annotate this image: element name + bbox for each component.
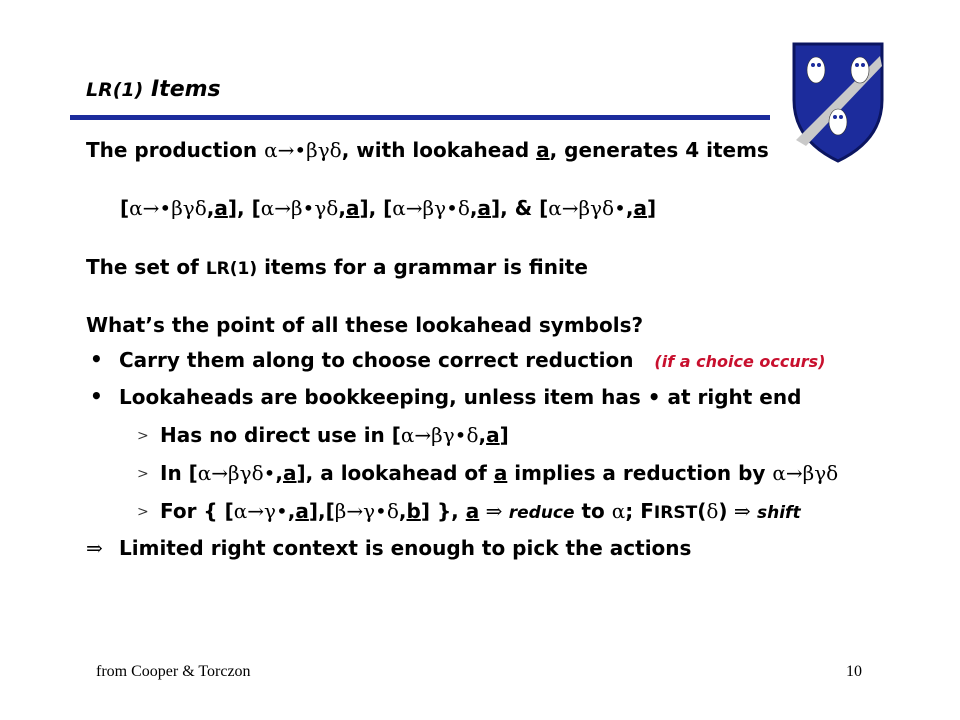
title-text: Items [151, 77, 221, 102]
comma: , [469, 196, 478, 220]
title-rule [70, 115, 770, 120]
lookahead-symbol: a [465, 499, 480, 523]
bracket: [ [120, 196, 130, 220]
separator: ] }, [420, 499, 466, 523]
alpha-symbol: α [611, 499, 626, 523]
text-segment: to [574, 499, 612, 523]
bracket: ] [499, 423, 509, 447]
implies-arrow: ⇒ [727, 499, 757, 523]
comma: , [275, 461, 284, 485]
bullet-marker: • [90, 384, 103, 408]
implies-arrow: ⇒ [479, 499, 509, 523]
sub-bullet-marker: > [137, 428, 149, 444]
comma: , [206, 196, 215, 220]
item-expr: α→β•γδ [260, 196, 339, 220]
lookahead-symbol: a [477, 196, 492, 220]
first-label: IRST [653, 503, 698, 523]
lookahead-symbol: a [486, 423, 500, 447]
separator: ], [ [359, 196, 393, 220]
items-line [120, 196, 656, 220]
first-label: F [640, 499, 654, 523]
implies-icon: ⇒ [86, 536, 103, 560]
bullet-item [119, 348, 825, 372]
lookahead-symbol: a [633, 196, 648, 220]
text-segment: The production [86, 138, 265, 162]
sub-bullet-marker: > [137, 504, 149, 520]
production-expr: α→βγδ [772, 461, 839, 485]
production-expr: α→•βγδ [264, 138, 342, 162]
production-line [86, 138, 769, 162]
lookahead-symbol: a [295, 499, 309, 523]
footer-credit: from Cooper & Torczon [96, 663, 251, 680]
lookahead-symbol: a [493, 461, 508, 485]
item-expr: α→βγ•δ [400, 423, 479, 447]
comma: , [478, 423, 487, 447]
text-segment: items for a grammar is finite [257, 255, 588, 279]
text-segment: implies a reduction by [507, 461, 773, 485]
slide-title [86, 77, 221, 102]
bullet-marker: • [90, 347, 103, 371]
sub-item [160, 423, 509, 447]
bullet-note: (if a choice occurs) [654, 352, 826, 371]
separator: ],[ [308, 499, 335, 523]
comma: , [338, 196, 346, 220]
lookahead-symbol: a [214, 196, 228, 220]
separator: ; [625, 499, 641, 523]
item-expr: α→βγδ• [548, 196, 626, 220]
lr1-label: LR(1) [205, 259, 258, 279]
reduce-action: reduce [508, 503, 575, 523]
sub-bullet-marker: > [137, 466, 149, 482]
comma: , [398, 499, 407, 523]
separator: ] [647, 196, 657, 220]
lookahead-symbol: a [536, 138, 550, 162]
comma: , [287, 499, 296, 523]
separator: ], & [ [491, 196, 549, 220]
item-expr: α→βγ•δ [392, 196, 470, 220]
rice-crest-logo [790, 40, 886, 165]
bullet-item: Lookaheads are bookkeeping, unless item has • at right end [119, 385, 802, 409]
shift-action: shift [757, 503, 801, 523]
finite-set-line [86, 255, 588, 279]
text-segment: , generates 4 items [549, 138, 769, 162]
sub-item [160, 499, 801, 523]
bullet-text: Carry them along to choose correct reduction [119, 348, 634, 372]
lookahead-symbol: a [283, 461, 297, 485]
text-segment: The set of [86, 255, 206, 279]
sub-item [160, 461, 838, 485]
item-expr: α→•βγδ [129, 196, 207, 220]
conclusion-text: Limited right context is enough to pick the actions [119, 536, 692, 560]
comma: , [625, 196, 634, 220]
item-expr: α→βγδ• [197, 461, 276, 485]
lookahead-symbol: b [406, 499, 421, 523]
title-prefix: LR(1) [86, 79, 144, 101]
paren: ( [697, 499, 707, 523]
text-segment: For { [ [160, 499, 234, 523]
question-line: What’s the point of all these lookahead symbols? [86, 313, 644, 337]
page-number: 10 [846, 663, 862, 680]
item-expr: α→γ• [233, 499, 288, 523]
text-segment: , with lookahead [341, 138, 537, 162]
text-segment: Has no direct use in [ [160, 423, 401, 447]
paren: ) [718, 499, 728, 523]
text-segment: ], a lookahead of [296, 461, 494, 485]
item-expr: β→γ•δ [334, 499, 399, 523]
text-segment: In [ [160, 461, 198, 485]
delta-symbol: δ [706, 499, 719, 523]
lookahead-symbol: a [345, 196, 360, 220]
separator: ], [ [227, 196, 261, 220]
